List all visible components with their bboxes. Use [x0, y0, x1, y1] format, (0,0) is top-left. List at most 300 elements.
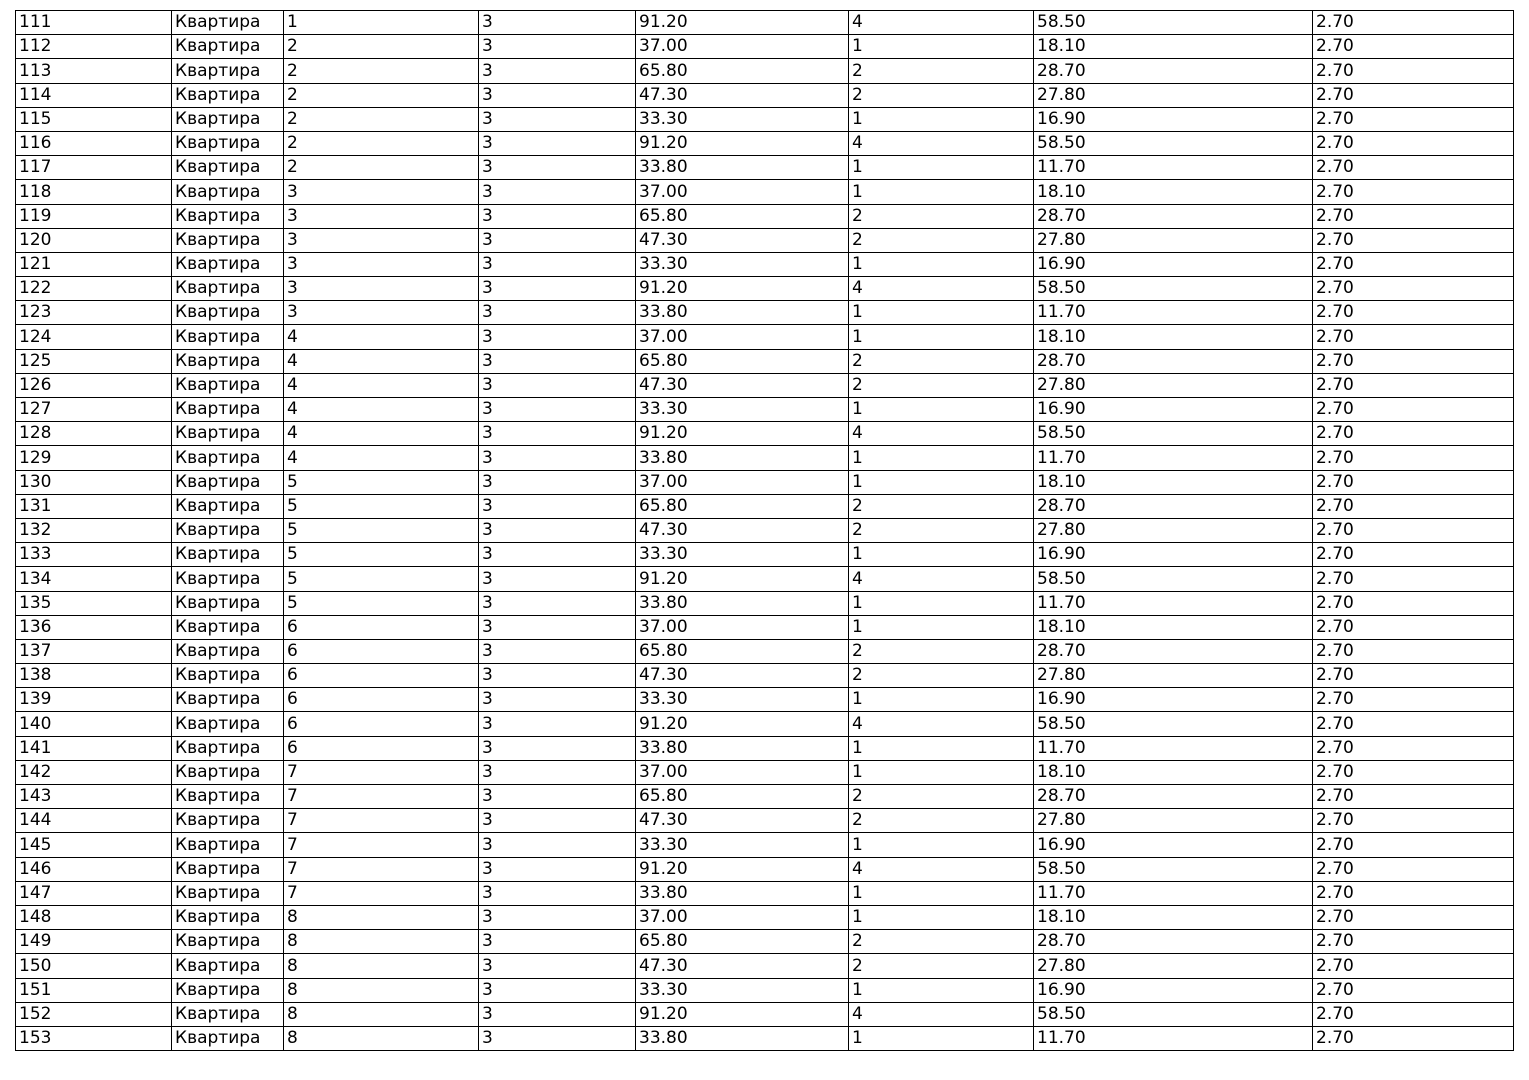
apartment-number-cell: 119	[16, 204, 172, 228]
total-area-cell: 91.20	[636, 712, 849, 736]
section-cell: 3	[479, 905, 636, 929]
property-type-cell: Квартира	[172, 1026, 284, 1050]
ceiling-height-cell: 2.70	[1313, 252, 1514, 276]
property-type-cell: Квартира	[172, 204, 284, 228]
apartment-table	[15, 10, 1514, 1051]
room-count-cell: 2	[849, 954, 1034, 978]
section-cell: 3	[479, 809, 636, 833]
floor-cell: 4	[284, 349, 479, 373]
ceiling-height-cell: 2.70	[1313, 664, 1514, 688]
total-area-cell: 33.30	[636, 398, 849, 422]
living-area-cell: 28.70	[1034, 204, 1313, 228]
ceiling-height-cell: 2.70	[1313, 325, 1514, 349]
living-area-cell: 18.10	[1034, 35, 1313, 59]
room-count-cell: 2	[849, 664, 1034, 688]
ceiling-height-cell: 2.70	[1313, 373, 1514, 397]
table-row	[16, 954, 1514, 978]
floor-cell: 6	[284, 736, 479, 760]
total-area-cell: 91.20	[636, 277, 849, 301]
room-count-cell: 4	[849, 131, 1034, 155]
apartment-number-cell: 130	[16, 470, 172, 494]
room-count-cell: 4	[849, 1002, 1034, 1026]
total-area-cell: 33.80	[636, 591, 849, 615]
table-row	[16, 11, 1514, 35]
ceiling-height-cell: 2.70	[1313, 107, 1514, 131]
property-type-cell: Квартира	[172, 349, 284, 373]
total-area-cell: 65.80	[636, 59, 849, 83]
living-area-cell: 18.10	[1034, 905, 1313, 929]
living-area-cell: 11.70	[1034, 301, 1313, 325]
total-area-cell: 37.00	[636, 470, 849, 494]
room-count-cell: 1	[849, 398, 1034, 422]
living-area-cell: 16.90	[1034, 543, 1313, 567]
living-area-cell: 27.80	[1034, 83, 1313, 107]
property-type-cell: Квартира	[172, 11, 284, 35]
total-area-cell: 47.30	[636, 809, 849, 833]
section-cell: 3	[479, 494, 636, 518]
table-row	[16, 398, 1514, 422]
ceiling-height-cell: 2.70	[1313, 688, 1514, 712]
living-area-cell: 16.90	[1034, 978, 1313, 1002]
living-area-cell: 16.90	[1034, 398, 1313, 422]
section-cell: 3	[479, 760, 636, 784]
living-area-cell: 11.70	[1034, 591, 1313, 615]
total-area-cell: 91.20	[636, 131, 849, 155]
table-row	[16, 277, 1514, 301]
apartment-number-cell: 113	[16, 59, 172, 83]
section-cell: 3	[479, 615, 636, 639]
table-row	[16, 83, 1514, 107]
apartment-number-cell: 116	[16, 131, 172, 155]
room-count-cell: 2	[849, 83, 1034, 107]
apartment-number-cell: 140	[16, 712, 172, 736]
ceiling-height-cell: 2.70	[1313, 712, 1514, 736]
property-type-cell: Квартира	[172, 954, 284, 978]
living-area-cell: 27.80	[1034, 518, 1313, 542]
section-cell: 3	[479, 180, 636, 204]
property-type-cell: Квартира	[172, 446, 284, 470]
section-cell: 3	[479, 833, 636, 857]
table-row	[16, 615, 1514, 639]
section-cell: 3	[479, 591, 636, 615]
living-area-cell: 28.70	[1034, 349, 1313, 373]
room-count-cell: 1	[849, 107, 1034, 131]
section-cell: 3	[479, 252, 636, 276]
ceiling-height-cell: 2.70	[1313, 301, 1514, 325]
living-area-cell: 28.70	[1034, 639, 1313, 663]
room-count-cell: 2	[849, 373, 1034, 397]
living-area-cell: 27.80	[1034, 373, 1313, 397]
room-count-cell: 1	[849, 470, 1034, 494]
total-area-cell: 91.20	[636, 1002, 849, 1026]
apartment-number-cell: 144	[16, 809, 172, 833]
property-type-cell: Квартира	[172, 1002, 284, 1026]
total-area-cell: 33.80	[636, 736, 849, 760]
table-row	[16, 35, 1514, 59]
apartment-number-cell: 142	[16, 760, 172, 784]
table-row	[16, 688, 1514, 712]
floor-cell: 5	[284, 470, 479, 494]
ceiling-height-cell: 2.70	[1313, 930, 1514, 954]
room-count-cell: 2	[849, 809, 1034, 833]
property-type-cell: Квартира	[172, 131, 284, 155]
room-count-cell: 2	[849, 228, 1034, 252]
property-type-cell: Квартира	[172, 881, 284, 905]
living-area-cell: 58.50	[1034, 131, 1313, 155]
apartment-number-cell: 126	[16, 373, 172, 397]
total-area-cell: 33.30	[636, 688, 849, 712]
apartment-number-cell: 146	[16, 857, 172, 881]
property-type-cell: Квартира	[172, 809, 284, 833]
section-cell: 3	[479, 1026, 636, 1050]
floor-cell: 7	[284, 760, 479, 784]
room-count-cell: 4	[849, 422, 1034, 446]
table-row	[16, 543, 1514, 567]
floor-cell: 3	[284, 180, 479, 204]
living-area-cell: 11.70	[1034, 446, 1313, 470]
table-row	[16, 518, 1514, 542]
ceiling-height-cell: 2.70	[1313, 422, 1514, 446]
property-type-cell: Квартира	[172, 857, 284, 881]
floor-cell: 6	[284, 615, 479, 639]
ceiling-height-cell: 2.70	[1313, 1026, 1514, 1050]
floor-cell: 8	[284, 905, 479, 929]
living-area-cell: 28.70	[1034, 494, 1313, 518]
apartment-number-cell: 145	[16, 833, 172, 857]
floor-cell: 5	[284, 567, 479, 591]
section-cell: 3	[479, 857, 636, 881]
total-area-cell: 33.30	[636, 978, 849, 1002]
living-area-cell: 11.70	[1034, 881, 1313, 905]
floor-cell: 5	[284, 543, 479, 567]
apartment-table-container	[15, 10, 1514, 1051]
living-area-cell: 27.80	[1034, 809, 1313, 833]
total-area-cell: 47.30	[636, 373, 849, 397]
table-row	[16, 712, 1514, 736]
table-row	[16, 204, 1514, 228]
ceiling-height-cell: 2.70	[1313, 398, 1514, 422]
table-row	[16, 107, 1514, 131]
ceiling-height-cell: 2.70	[1313, 567, 1514, 591]
table-row	[16, 252, 1514, 276]
property-type-cell: Квартира	[172, 83, 284, 107]
room-count-cell: 4	[849, 567, 1034, 591]
living-area-cell: 27.80	[1034, 954, 1313, 978]
section-cell: 3	[479, 881, 636, 905]
property-type-cell: Квартира	[172, 180, 284, 204]
ceiling-height-cell: 2.70	[1313, 615, 1514, 639]
ceiling-height-cell: 2.70	[1313, 228, 1514, 252]
room-count-cell: 2	[849, 518, 1034, 542]
apartment-number-cell: 123	[16, 301, 172, 325]
living-area-cell: 18.10	[1034, 325, 1313, 349]
ceiling-height-cell: 2.70	[1313, 833, 1514, 857]
section-cell: 3	[479, 107, 636, 131]
ceiling-height-cell: 2.70	[1313, 156, 1514, 180]
total-area-cell: 91.20	[636, 857, 849, 881]
apartment-number-cell: 121	[16, 252, 172, 276]
living-area-cell: 58.50	[1034, 1002, 1313, 1026]
property-type-cell: Квартира	[172, 785, 284, 809]
section-cell: 3	[479, 228, 636, 252]
living-area-cell: 11.70	[1034, 1026, 1313, 1050]
table-body	[16, 11, 1514, 1051]
apartment-number-cell: 132	[16, 518, 172, 542]
section-cell: 3	[479, 978, 636, 1002]
property-type-cell: Квартира	[172, 373, 284, 397]
total-area-cell: 65.80	[636, 639, 849, 663]
apartment-number-cell: 147	[16, 881, 172, 905]
room-count-cell: 1	[849, 252, 1034, 276]
total-area-cell: 37.00	[636, 615, 849, 639]
room-count-cell: 1	[849, 446, 1034, 470]
floor-cell: 6	[284, 664, 479, 688]
total-area-cell: 37.00	[636, 325, 849, 349]
ceiling-height-cell: 2.70	[1313, 785, 1514, 809]
total-area-cell: 33.80	[636, 156, 849, 180]
table-row	[16, 591, 1514, 615]
table-row	[16, 978, 1514, 1002]
section-cell: 3	[479, 422, 636, 446]
floor-cell: 3	[284, 228, 479, 252]
room-count-cell: 1	[849, 301, 1034, 325]
living-area-cell: 16.90	[1034, 252, 1313, 276]
floor-cell: 4	[284, 325, 479, 349]
table-row	[16, 664, 1514, 688]
apartment-number-cell: 138	[16, 664, 172, 688]
table-row	[16, 156, 1514, 180]
floor-cell: 2	[284, 83, 479, 107]
section-cell: 3	[479, 35, 636, 59]
room-count-cell: 4	[849, 712, 1034, 736]
apartment-number-cell: 118	[16, 180, 172, 204]
apartment-number-cell: 149	[16, 930, 172, 954]
ceiling-height-cell: 2.70	[1313, 131, 1514, 155]
ceiling-height-cell: 2.70	[1313, 59, 1514, 83]
section-cell: 3	[479, 543, 636, 567]
ceiling-height-cell: 2.70	[1313, 736, 1514, 760]
property-type-cell: Квартира	[172, 760, 284, 784]
apartment-number-cell: 134	[16, 567, 172, 591]
property-type-cell: Квартира	[172, 156, 284, 180]
living-area-cell: 18.10	[1034, 470, 1313, 494]
section-cell: 3	[479, 664, 636, 688]
room-count-cell: 1	[849, 833, 1034, 857]
apartment-number-cell: 153	[16, 1026, 172, 1050]
section-cell: 3	[479, 639, 636, 663]
floor-cell: 7	[284, 857, 479, 881]
living-area-cell: 58.50	[1034, 712, 1313, 736]
floor-cell: 7	[284, 809, 479, 833]
ceiling-height-cell: 2.70	[1313, 11, 1514, 35]
property-type-cell: Квартира	[172, 59, 284, 83]
living-area-cell: 28.70	[1034, 930, 1313, 954]
table-row	[16, 833, 1514, 857]
section-cell: 3	[479, 83, 636, 107]
room-count-cell: 4	[849, 857, 1034, 881]
floor-cell: 8	[284, 930, 479, 954]
table-row	[16, 470, 1514, 494]
ceiling-height-cell: 2.70	[1313, 1002, 1514, 1026]
floor-cell: 5	[284, 591, 479, 615]
apartment-number-cell: 124	[16, 325, 172, 349]
room-count-cell: 1	[849, 688, 1034, 712]
floor-cell: 8	[284, 954, 479, 978]
room-count-cell: 1	[849, 760, 1034, 784]
floor-cell: 3	[284, 277, 479, 301]
ceiling-height-cell: 2.70	[1313, 857, 1514, 881]
ceiling-height-cell: 2.70	[1313, 277, 1514, 301]
apartment-number-cell: 127	[16, 398, 172, 422]
room-count-cell: 2	[849, 785, 1034, 809]
floor-cell: 3	[284, 301, 479, 325]
apartment-number-cell: 150	[16, 954, 172, 978]
property-type-cell: Квартира	[172, 422, 284, 446]
apartment-number-cell: 128	[16, 422, 172, 446]
floor-cell: 1	[284, 11, 479, 35]
living-area-cell: 18.10	[1034, 760, 1313, 784]
floor-cell: 7	[284, 785, 479, 809]
section-cell: 3	[479, 712, 636, 736]
table-row	[16, 760, 1514, 784]
total-area-cell: 33.30	[636, 543, 849, 567]
section-cell: 3	[479, 325, 636, 349]
total-area-cell: 47.30	[636, 228, 849, 252]
apartment-number-cell: 112	[16, 35, 172, 59]
apartment-number-cell: 125	[16, 349, 172, 373]
floor-cell: 4	[284, 446, 479, 470]
ceiling-height-cell: 2.70	[1313, 83, 1514, 107]
room-count-cell: 1	[849, 180, 1034, 204]
property-type-cell: Квартира	[172, 518, 284, 542]
property-type-cell: Квартира	[172, 301, 284, 325]
property-type-cell: Квартира	[172, 639, 284, 663]
section-cell: 3	[479, 1002, 636, 1026]
room-count-cell: 1	[849, 35, 1034, 59]
room-count-cell: 1	[849, 1026, 1034, 1050]
room-count-cell: 1	[849, 736, 1034, 760]
section-cell: 3	[479, 156, 636, 180]
total-area-cell: 47.30	[636, 954, 849, 978]
ceiling-height-cell: 2.70	[1313, 809, 1514, 833]
room-count-cell: 2	[849, 930, 1034, 954]
apartment-number-cell: 114	[16, 83, 172, 107]
apartment-number-cell: 143	[16, 785, 172, 809]
floor-cell: 2	[284, 156, 479, 180]
room-count-cell: 2	[849, 494, 1034, 518]
table-row	[16, 131, 1514, 155]
ceiling-height-cell: 2.70	[1313, 180, 1514, 204]
floor-cell: 4	[284, 373, 479, 397]
room-count-cell: 1	[849, 615, 1034, 639]
table-row	[16, 301, 1514, 325]
total-area-cell: 65.80	[636, 785, 849, 809]
property-type-cell: Квартира	[172, 930, 284, 954]
total-area-cell: 33.80	[636, 446, 849, 470]
living-area-cell: 27.80	[1034, 664, 1313, 688]
total-area-cell: 65.80	[636, 204, 849, 228]
total-area-cell: 65.80	[636, 349, 849, 373]
ceiling-height-cell: 2.70	[1313, 760, 1514, 784]
table-row	[16, 905, 1514, 929]
apartment-number-cell: 115	[16, 107, 172, 131]
table-row	[16, 1026, 1514, 1050]
floor-cell: 2	[284, 107, 479, 131]
table-row	[16, 494, 1514, 518]
apartment-number-cell: 120	[16, 228, 172, 252]
ceiling-height-cell: 2.70	[1313, 349, 1514, 373]
section-cell: 3	[479, 470, 636, 494]
total-area-cell: 33.30	[636, 252, 849, 276]
floor-cell: 6	[284, 712, 479, 736]
total-area-cell: 37.00	[636, 180, 849, 204]
living-area-cell: 11.70	[1034, 736, 1313, 760]
property-type-cell: Квартира	[172, 712, 284, 736]
total-area-cell: 33.30	[636, 833, 849, 857]
total-area-cell: 37.00	[636, 35, 849, 59]
section-cell: 3	[479, 349, 636, 373]
table-row	[16, 785, 1514, 809]
room-count-cell: 4	[849, 11, 1034, 35]
ceiling-height-cell: 2.70	[1313, 494, 1514, 518]
apartment-number-cell: 137	[16, 639, 172, 663]
total-area-cell: 37.00	[636, 760, 849, 784]
table-row	[16, 809, 1514, 833]
living-area-cell: 27.80	[1034, 228, 1313, 252]
property-type-cell: Квартира	[172, 470, 284, 494]
ceiling-height-cell: 2.70	[1313, 954, 1514, 978]
apartment-number-cell: 135	[16, 591, 172, 615]
room-count-cell: 1	[849, 905, 1034, 929]
ceiling-height-cell: 2.70	[1313, 204, 1514, 228]
table-row	[16, 180, 1514, 204]
ceiling-height-cell: 2.70	[1313, 446, 1514, 470]
ceiling-height-cell: 2.70	[1313, 639, 1514, 663]
apartment-number-cell: 151	[16, 978, 172, 1002]
section-cell: 3	[479, 785, 636, 809]
room-count-cell: 2	[849, 349, 1034, 373]
section-cell: 3	[479, 736, 636, 760]
table-row	[16, 567, 1514, 591]
ceiling-height-cell: 2.70	[1313, 881, 1514, 905]
table-row	[16, 639, 1514, 663]
total-area-cell: 91.20	[636, 422, 849, 446]
section-cell: 3	[479, 204, 636, 228]
table-row	[16, 930, 1514, 954]
section-cell: 3	[479, 59, 636, 83]
living-area-cell: 16.90	[1034, 107, 1313, 131]
ceiling-height-cell: 2.70	[1313, 591, 1514, 615]
property-type-cell: Квартира	[172, 736, 284, 760]
table-row	[16, 325, 1514, 349]
table-row	[16, 1002, 1514, 1026]
property-type-cell: Квартира	[172, 615, 284, 639]
ceiling-height-cell: 2.70	[1313, 978, 1514, 1002]
total-area-cell: 47.30	[636, 518, 849, 542]
floor-cell: 7	[284, 833, 479, 857]
ceiling-height-cell: 2.70	[1313, 518, 1514, 542]
total-area-cell: 65.80	[636, 494, 849, 518]
living-area-cell: 16.90	[1034, 833, 1313, 857]
apartment-number-cell: 152	[16, 1002, 172, 1026]
property-type-cell: Квартира	[172, 228, 284, 252]
room-count-cell: 2	[849, 204, 1034, 228]
floor-cell: 5	[284, 494, 479, 518]
total-area-cell: 65.80	[636, 930, 849, 954]
section-cell: 3	[479, 398, 636, 422]
living-area-cell: 11.70	[1034, 156, 1313, 180]
living-area-cell: 58.50	[1034, 422, 1313, 446]
